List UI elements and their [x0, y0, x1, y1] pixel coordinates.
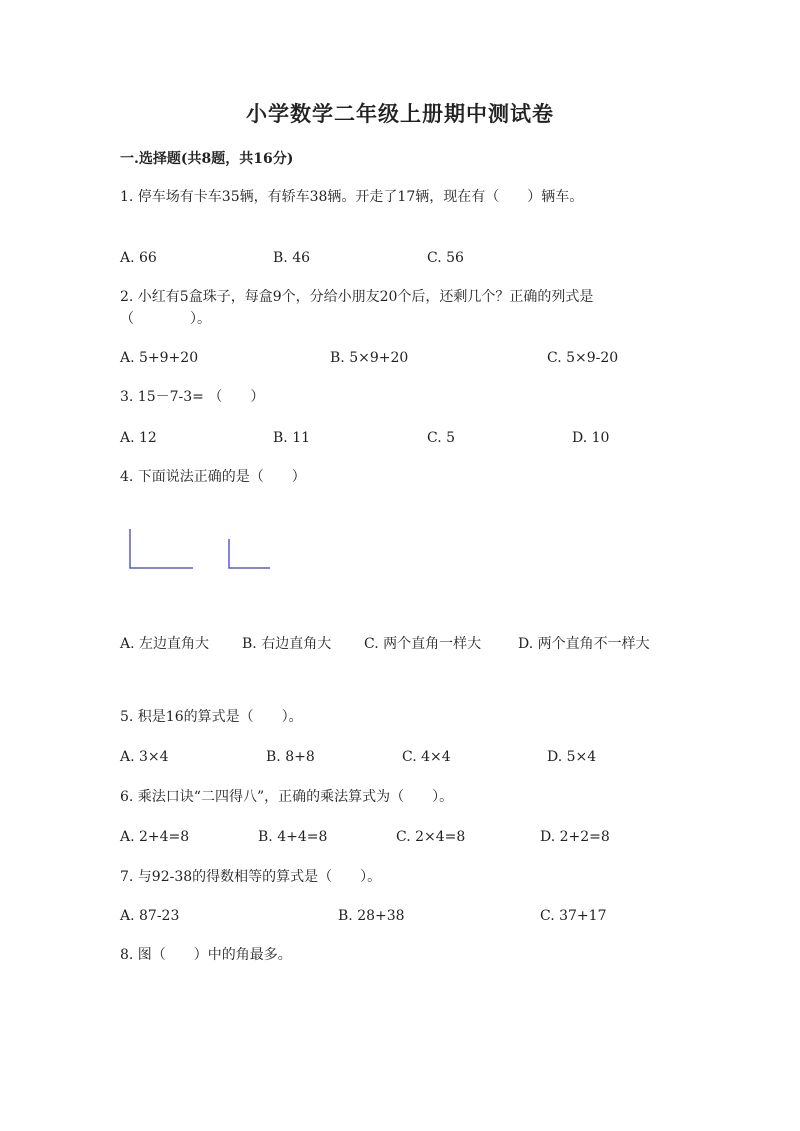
q6-option-b: B. 4+4=8 — [258, 829, 328, 845]
q6-option-c: C. 2×4=8 — [396, 829, 466, 845]
q3-option-b: B. 11 — [273, 430, 311, 446]
q1-option-a: A. 66 — [120, 250, 157, 266]
q3-option-c: C. 5 — [427, 430, 456, 446]
q4-option-b: B. 右边直角大 — [242, 636, 332, 652]
q7-option-a: A. 87-23 — [120, 908, 180, 924]
q4-option-c: C. 两个直角一样大 — [364, 636, 482, 652]
question-1: 1. 停车场有卡车35辆，有轿车38辆。开走了17辆，现在有（ ）辆车。 — [120, 189, 584, 205]
q7-option-b: B. 28+38 — [338, 908, 405, 924]
q5-option-c: C. 4×4 — [402, 749, 451, 765]
q7-option-c: C. 37+17 — [540, 908, 607, 924]
q2-option-b: B. 5×9+20 — [330, 350, 409, 366]
question-2: 2. 小红有5盒珠子，每盒9个，分给小朋友20个后，还剩几个？正确的列式是 — [120, 289, 594, 305]
q5-option-a: A. 3×4 — [120, 749, 169, 765]
question-3: 3. 15－7-3= （ ） — [120, 389, 265, 405]
right-angles-figure — [125, 527, 285, 577]
q1-option-c: C. 56 — [427, 250, 464, 266]
page-title: 小学数学二年级上册期中测试卷 — [246, 101, 554, 126]
q4-option-a: A. 左边直角大 — [120, 636, 210, 652]
question-4: 4. 下面说法正确的是（ ） — [120, 469, 306, 485]
question-5: 5. 积是16的算式是（ ）。 — [120, 709, 303, 725]
question-8: 8. 图（ ）中的角最多。 — [120, 947, 292, 963]
q6-option-d: D. 2+2=8 — [540, 829, 610, 845]
question-7: 7. 与92-38的得数相等的算式是（ ）。 — [120, 869, 382, 885]
q3-option-a: A. 12 — [120, 430, 157, 446]
q1-option-b: B. 46 — [273, 250, 311, 266]
section-heading: 一.选择题(共8题，共16分) — [120, 151, 294, 167]
q3-option-d: D. 10 — [572, 430, 610, 446]
left-right-angle — [130, 529, 193, 568]
question-6: 6. 乘法口诀“二四得八”，正确的乘法算式为（ ）。 — [120, 789, 454, 805]
q2-option-c: C. 5×9-20 — [547, 350, 619, 366]
right-right-angle — [229, 539, 270, 568]
q5-option-d: D. 5×4 — [547, 749, 597, 765]
q5-option-b: B. 8+8 — [266, 749, 315, 765]
q6-option-a: A. 2+4=8 — [120, 829, 190, 845]
q2-option-a: A. 5+9+20 — [120, 350, 199, 366]
question-2-cont: （ ）。 — [120, 311, 211, 327]
q4-option-d: D. 两个直角不一样大 — [518, 636, 650, 652]
